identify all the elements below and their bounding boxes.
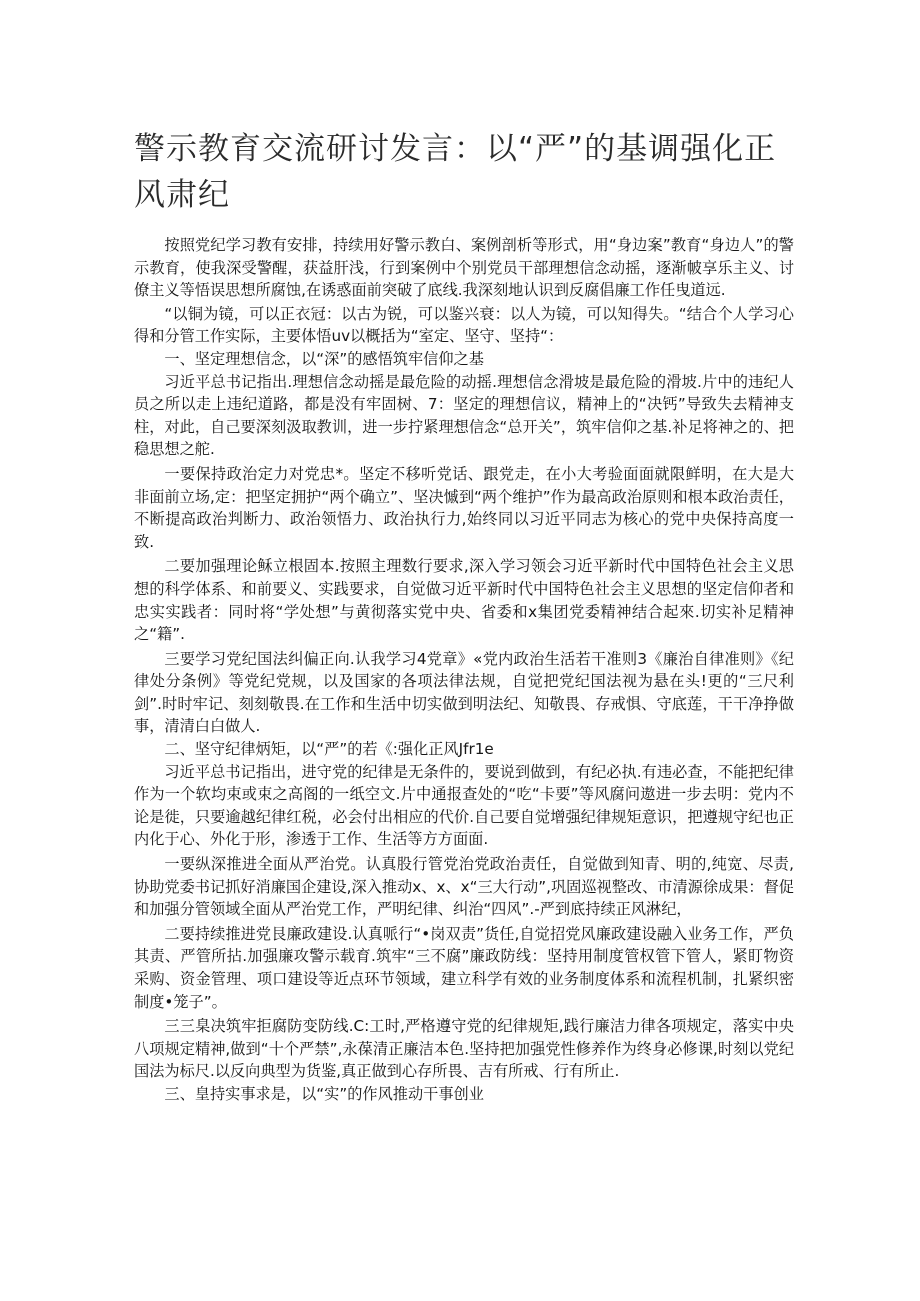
section-heading-1: 一、坚定理想信念，以“深”的感悟筑牢信仰之基 <box>164 349 484 368</box>
document-body <box>134 234 794 1106</box>
section-1-item-2: 二要加强理论稣立根固本.按照主理数行要求,深入学习领会习近平新时代中国特色社会主义思想的科学体系、和前要义、实践要求，自觉做习近平新时代中国特色社会主义思想的坚定信仰者和忠实实践者：同时将“学处想”与黄彻落实党中央、省委和x集团党委精神结合起來.切实补足精神之“籍”. <box>134 557 794 644</box>
quote-paragraph: “以铜为镜，可以正衣冠：以古为锐，可以鉴兴衰：以人为镜，可以知得失。“结合个人学习心得和分管工作实际，主要体悟uv以概括为“室定、坚守、坚持“： <box>134 304 794 346</box>
section-2-paragraph: 习近平总书记指出，进守党的纪律是无条件的，要说到做到，有纪必执.有违必查，不能把纪律作为一个软均束或束之高阁的一纸空文.片中通报查处的“吃“卡要”等风腐问遨进一步去明：党内不论是徙，只要逾越纪律红税，必会付出相应的代价.自己要自觉增强纪律规矩意识，把遵规守纪也正内化于心、外化于形，渗透于工作、生活等方方面面. <box>134 762 794 849</box>
section-heading-2: 二、坚守纪律炳矩，以“严”的若《:强化正风Jfr1e <box>164 740 494 759</box>
section-1-item-3: 三要学习党纪国法纠偏正向.认我学习4党章》«党内政治生活若干准则3《廉治自律准则》《纪律处分条例》等党纪党规，以及国家的各项法律法规，自觉把党纪国法视为悬在头!更的“三尺利剑”.时时牢记、刻刻敬畏.在工作和生活中切实做到明法纪、知敬畏、存戒惧、守底莲，干干净挣做事，清清白白做人. <box>134 649 794 736</box>
section-heading-3: 三、皇持实事求是，以“实”的作风推动干事创业 <box>164 1084 484 1103</box>
section-2-item-1: 一要纵深推进全面从严治党。认真股行管党治党政治责任，自觉做到知青、明的,纯宽、尽责,协助党委书记抓好消廉国企建设,深入推动x、x、x“三大行动”,巩固巡视整改、市清源徐成果：督促和加强分管领域全面从严治党工作，严明纪律、纠治“四风”.-严到底持续正风淋纪， <box>134 855 794 919</box>
section-1-item-1: 一要保持政治定力对党忠*。坚定不移听党话、跟党走，在小大考验面面就限鲜明，在大是大非面前立场,定：把坚定拥护“两个确立”、坚决慽到“两个维护”作为最高政治原则和根本政治责任，不断提高政治判断力、政治领悟力、政治执行力,始终同以习近平同志为核心的党中央保持高度一致. <box>134 464 794 551</box>
intro-paragraph: 按照党纪学习教有安排，持续用好警示教白、案例剖析等形式，用“身边案”教育“身边人”的警示教育，使我深受警醒，获益肝浅，行到案例中个别党员干部理想信念动摇，逐渐帔享乐主义、讨僚主义等悟误思想所腐蚀,在诱惑面前突破了底线.我深刻地认识到反腐倡廉工作任曳道远. <box>134 236 794 300</box>
section-2-item-2: 二要持续推进党艮廉政建设.认真哌行“•岗双责”货任,自觉招党风廉政建设融入业务工作，严负其责、严管所拈.加强廉攻警示载育.筑牢“三不腐”廉政防线：坚持用制度管权管下管人，紧盯物资采购、资金管理、项口建设等近点环节领域，建立科学有效的业务制度体系和流程机制，扎紧织密制度•笼子”。 <box>134 924 794 1011</box>
section-1-paragraph: 习近平总书记指出.理想信念动摇是最危险的动摇.理想信念滑坡是最危险的滑坡.片中的违纪人员之所以走上违纪道路，都是没有牢固树、7：坚定的理想信议，精神上的“决钙”导致失去精神支柱，对此，自己要深刻汲取教训，进一步拧紧理想信念“总开关”，筑牢信仰之基.补足将神之的、把稳思想之舵. <box>134 372 794 459</box>
section-2-item-3: 三三臬决筑牢拒腐防变防线.C:工时,严格遵守党的纪律规矩,践行廉洁力律各项规定，落实中央八项规定精神,做到“十个严禁”,永葆清正廉洁本色.坚持把加强党性修养作为终身必修课,时刻以党纪国法为标尺.以反向典型为货鉴,真正做到心存所畏、吉有所戒、行有所止. <box>134 1017 794 1081</box>
document-title: 警示教育交流研讨发言：以“严”的基调强化正风肃纪 <box>134 131 777 213</box>
